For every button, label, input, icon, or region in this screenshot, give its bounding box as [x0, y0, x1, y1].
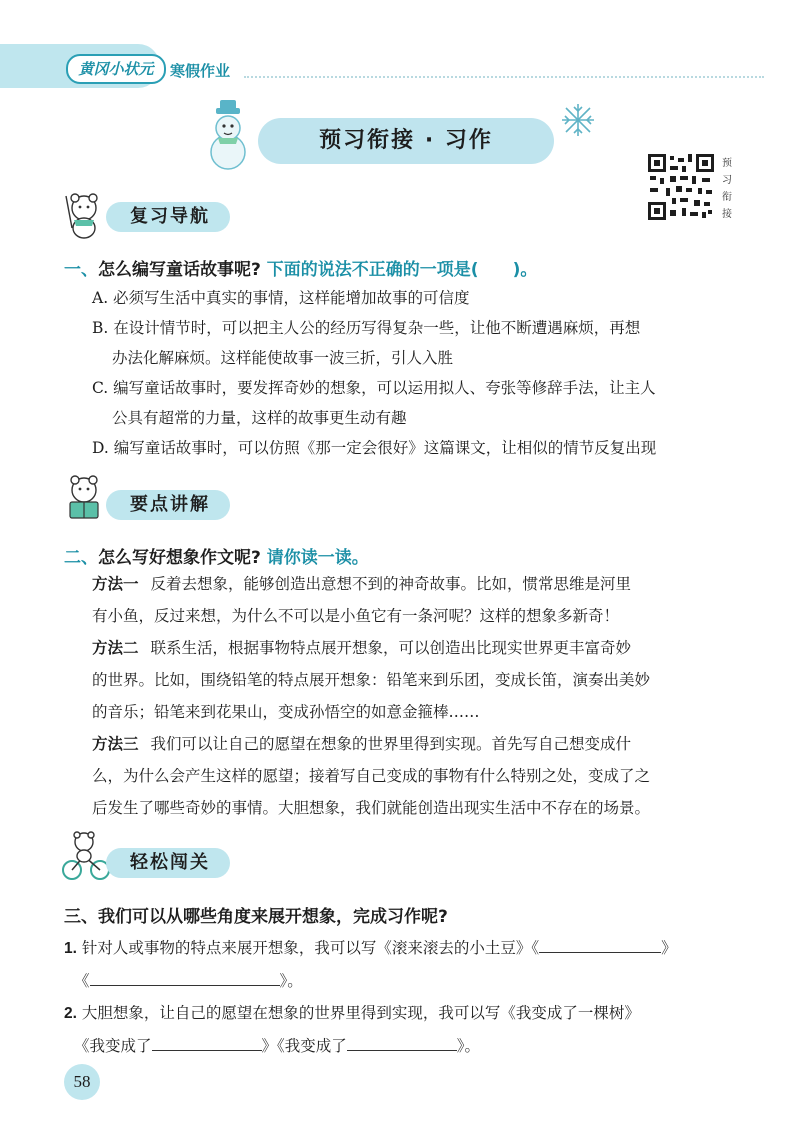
option-list — [92, 283, 752, 463]
section-label-review: 复习导航 — [130, 206, 210, 227]
header-divider — [244, 76, 764, 78]
qr-code-icon[interactable] — [646, 152, 716, 222]
bear-reading-icon — [58, 472, 110, 524]
section-label-points: 要点讲解 — [130, 494, 210, 515]
method-1: 方法一 反着去想象，能够创造出意想不到的神奇故事。比如，惯常思维是河里 有小鱼，反过来想，为什么不可以是小鱼它有一条河呢？这样的想象多新奇！ — [92, 575, 632, 625]
answer-blank-1[interactable] — [539, 934, 661, 953]
challenge-item-1: 1. 针对人或事物的特点来展开想象，我可以写《滚来滚去的小土豆》《 》 《 》。 — [64, 932, 764, 997]
challenge-items — [64, 932, 764, 1062]
option-a[interactable]: A. 必须写生活中真实的事情，这样能增加故事的可信度 — [92, 289, 470, 307]
bear-bicycle-icon — [60, 830, 112, 882]
series-title: 寒假作业 — [170, 62, 231, 80]
section-label-challenge: 轻松闯关 — [130, 852, 210, 873]
snowman-icon — [198, 100, 258, 172]
answer-blank-2[interactable] — [90, 967, 280, 986]
answer-blank-4[interactable] — [347, 1032, 457, 1051]
question-3: 三、我们可以从哪些角度来展开想象，完成习作呢? — [64, 907, 448, 927]
bear-mascot-icon — [58, 188, 110, 240]
challenge-item-2: 2. 大胆想象，让自己的愿望在想象的世界里得到实现，我可以写《我变成了一棵树》 《我变成了 》《我变成了 》。 — [64, 1004, 640, 1055]
question-2: 二、怎么写好想象作文呢? 请你读一读。 — [64, 548, 369, 568]
qr-caption: 预习衔接 — [722, 158, 732, 220]
answer-blank-3[interactable] — [152, 1032, 262, 1051]
page-title: 预习衔接 · 习作 — [319, 128, 493, 153]
question-1: 一、怎么编写童话故事呢? 下面的说法不正确的一项是( )。 — [64, 260, 538, 280]
brand-logo: 黄冈小状元 — [66, 54, 166, 84]
option-b[interactable]: B. 在设计情节时，可以把主人公的经历写得复杂一些，让他不断遭遇麻烦，再想 办法化解麻烦。这样能使故事一波三折，引人入胜 — [92, 319, 641, 367]
page-number: 58 — [64, 1064, 100, 1100]
option-c[interactable]: C. 编写童话故事时，要发挥奇妙的想象，可以运用拟人、夸张等修辞手法，让主人 公具有超常的力量，这样的故事更生动有趣 — [92, 379, 656, 427]
method-2: 方法二 联系生活，根据事物特点展开想象，可以创造出比现实世界更丰富奇妙 的世界。比如，围绕铅笔的特点展开想象：铅笔来到乐团，变成长笛，演奏出美妙 的音乐；铅笔来到花果山，变成孙悟空的如意金箍棒…… — [92, 639, 651, 721]
option-d[interactable]: D. 编写童话故事时，可以仿照《那一定会很好》这篇课文，让相似的情节反复出现 — [92, 439, 657, 457]
method-list — [92, 568, 752, 824]
snowflake-icon — [560, 102, 596, 138]
method-3: 方法三 我们可以让自己的愿望在想象的世界里得到实现。首先写自己想变成什 么，为什么会产生这样的愿望；接着写自己变成的事物有什么特别之处，变成了之 后发生了哪些奇妙的事情。大胆想象，我们就能创造出现实生活中不存在的场景。 — [92, 735, 651, 817]
